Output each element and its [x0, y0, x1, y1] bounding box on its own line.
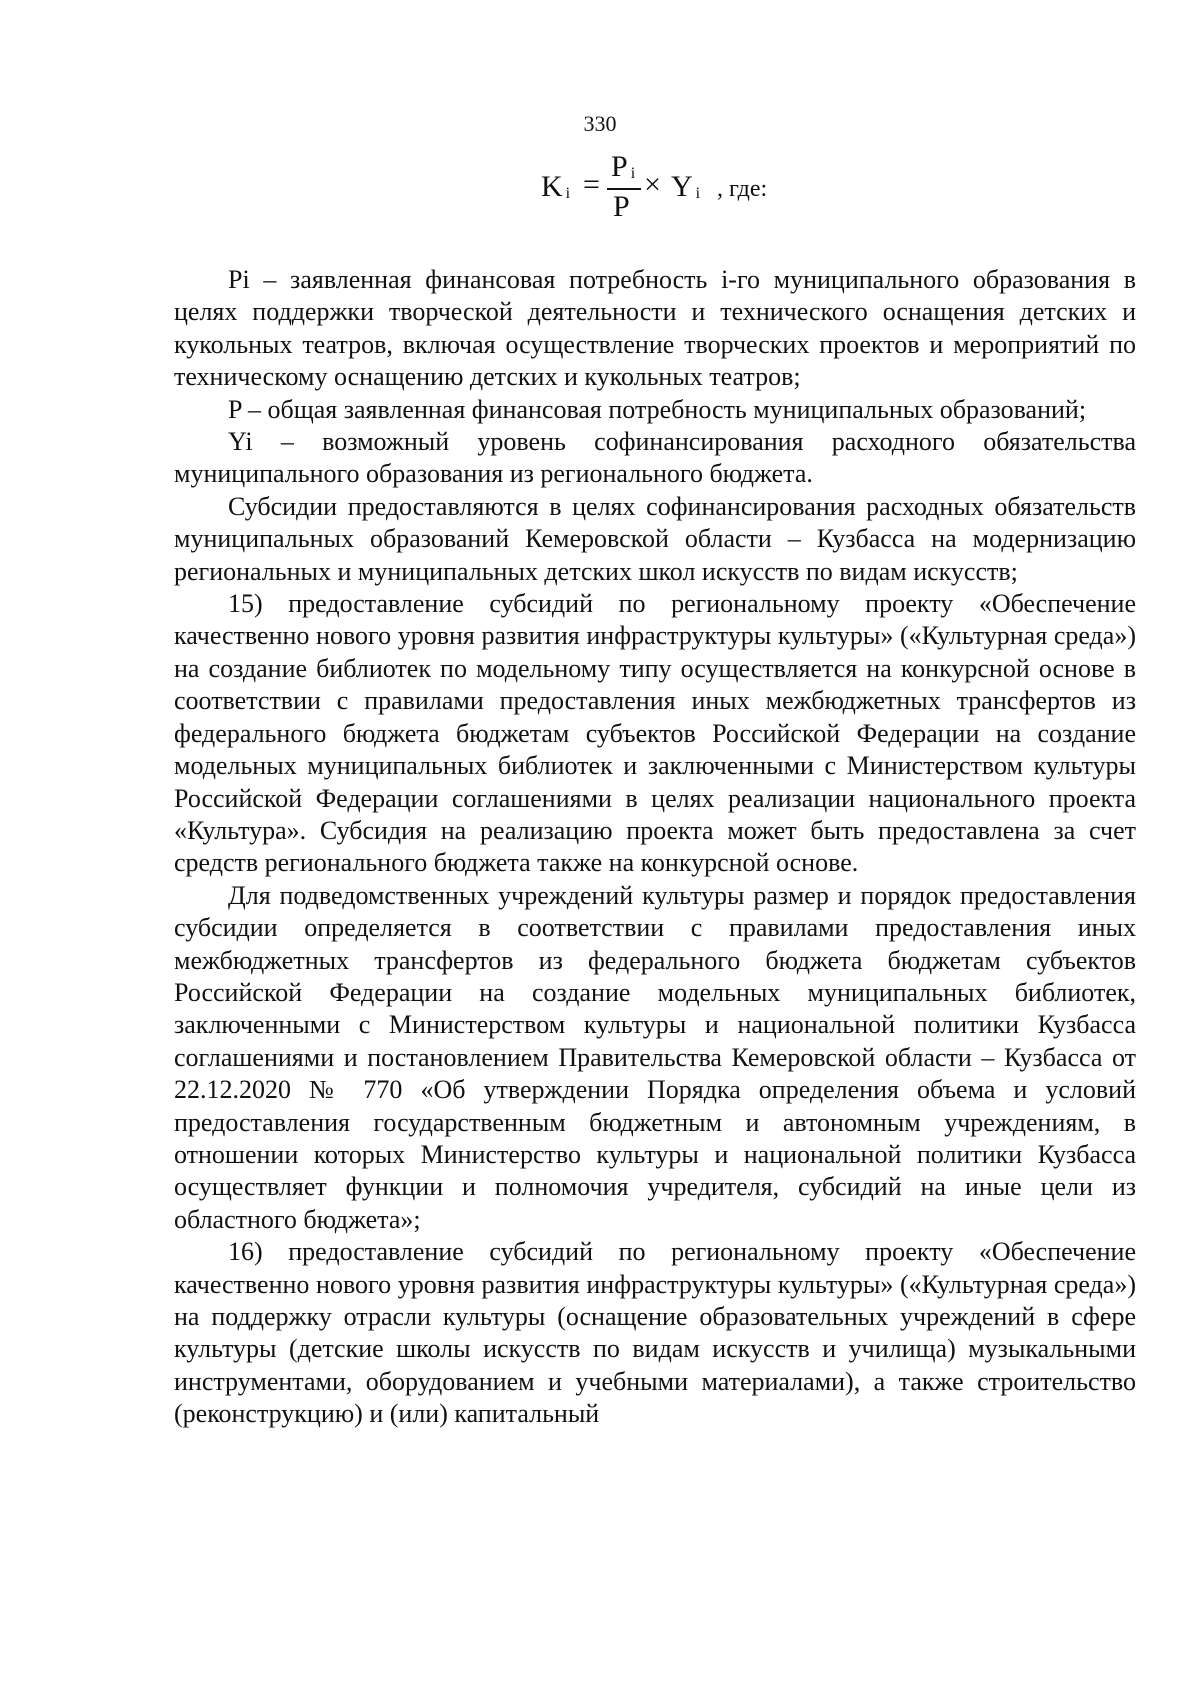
formula-numerator: Pi [611, 150, 636, 183]
paragraph-yi-definition: Yi – возможный уровень софинансирования расходного обязательства муниципального образования из регионального бюджета. [174, 427, 1136, 489]
formula-equals-sign: = [583, 168, 600, 201]
paragraph-item-16: 16) предоставление субсидий по региональному проекту «Обеспечение качественно нового уровня развития инфраструктуры культуры» («Культурная среда») на поддержку отрасли культуры (оснащение образовательных учреждений в сфере культуры (детские школы искусств по видам искусств и училища) музыкальными инструментами, оборудованием и учебными материалами), а также строительство (реконструкцию) и (или) капитальный [174, 1237, 1136, 1429]
paragraph-pi-definition: Pi – заявленная финансовая потребность i-го муниципального образования в целях поддержки творческой деятельности и технического оснащения детских и кукольных театров, включая осуществление творческих проектов и мероприятий по техническому оснащению детских и кукольных театров; [174, 265, 1136, 392]
document-body [174, 264, 1136, 1431]
formula [541, 150, 841, 230]
paragraph-art-schools-subsidies: Субсидии предоставляются в целях софинансирования расходных обязательств муниципальных образований Кемеровской области – Кузбасса на модернизацию региональных и муниципальных детских школ искусств по видам искусств; [174, 491, 1136, 586]
formula-factor-subscript: i [695, 185, 701, 202]
formula-numerator-subscript: i [630, 165, 636, 182]
paragraph-subordinate-institutions: Для подведомственных учреждений культуры размер и порядок предоставления субсидии определяется в соответствии с правилами предоставления иных межбюджетных трансфертов из федерального бюджета бюджетам субъектов Российской Федерации на создание модельных муниципальных библиотек, заключенными с Министерством культуры и национальной политики Кузбасса соглашениями и постановлением Правительства Кемеровской области – Кузбасса от 22.12.2020 № 770 «Об утверждении Порядка определения объема и условий предоставления государственным бюджетным и автономным учреждениям, в отношении которых Министерство культуры и национальной политики Кузбасса осуществляет функции и полномочия учредителя, субсидий на иные цели из областного бюджета»; [174, 880, 1136, 1234]
paragraph-p-definition: P – общая заявленная финансовая потребность муниципальных образований; [228, 394, 1087, 424]
formula-times-sign: × [644, 168, 661, 201]
paragraph-item-15: 15) предоставление субсидий по региональному проекту «Обеспечение качественно нового уровня развития инфраструктуры культуры» («Культурная среда») на создание библиотек по модельному типу осуществляется на конкурсной основе в соответствии с правилами предоставления иных межбюджетных трансфертов из федерального бюджета бюджетам субъектов Российской Федерации на создание модельных муниципальных библиотек и заключенными с Министерством культуры Российской Федерации соглашениями в целях реализации национального проекта «Культура». Субсидия на реализацию проекта может быть предоставлена за счет средств регионального бюджета также на конкурсной основе. [174, 589, 1136, 878]
formula-tail-text: , где: [717, 176, 768, 202]
formula-denominator: P [613, 190, 630, 223]
formula-lhs-subscript: i [565, 185, 571, 202]
formula-factor: Yi [671, 170, 701, 203]
formula-lhs: Ki [541, 170, 571, 203]
page-number: 330 [583, 111, 617, 136]
